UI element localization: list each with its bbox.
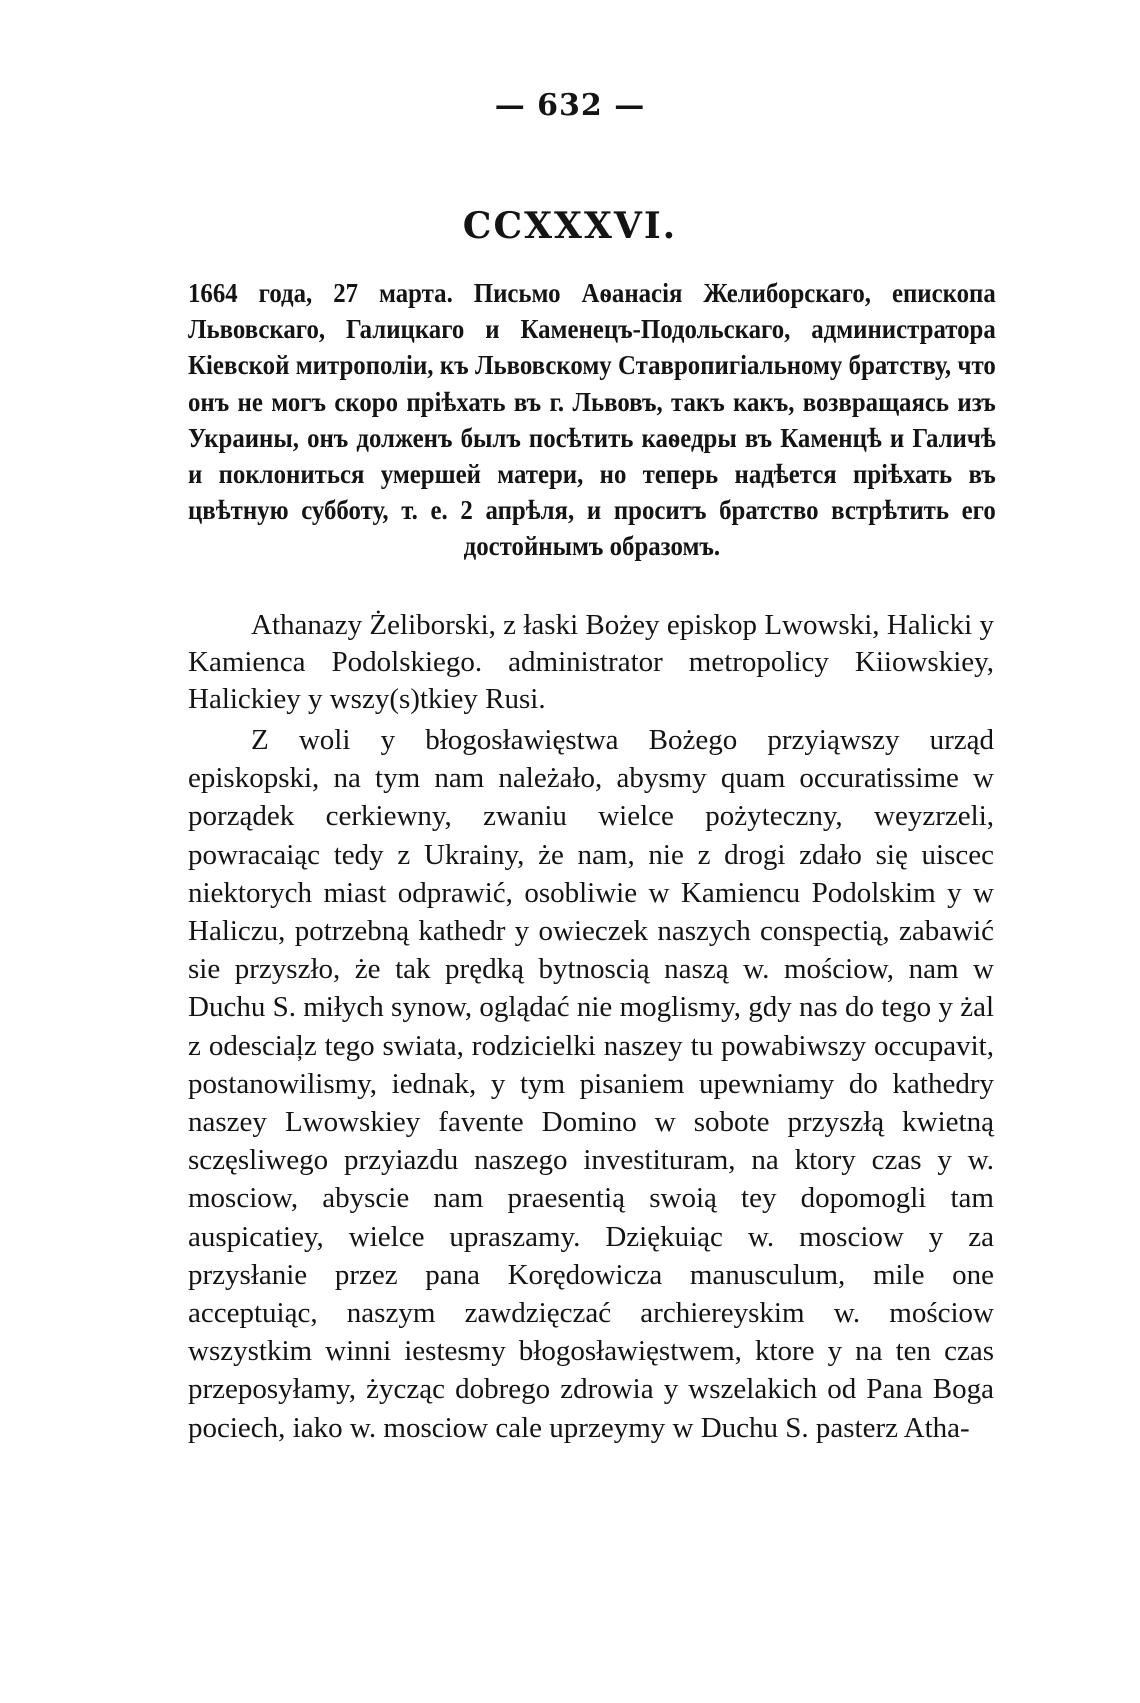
- letter-body: Z woli y błogosławięstwa Bożego przyiąwszy urząd episkopski, na tym nam należało, abysmy quam occuratissime w porządek cerkiewny, zwaniu wielce pożyteczny, weyzrzeli, powracaiąc tedy z Ukrainy, że nam, nie z drogi zdało się uiscec niektorych miast odprawić, osobliwie w Kamiencu Podolskim y w Haliczu, potrzebną kathedr y owieczek naszych conspectią, zabawić sie przyszło, że tak prędką bytnoscią naszą w. mościow, nam w Duchu S. miłych synow, oglądać nie mоglismy, gdy nas do tego y żal z odesciaļz tego swiata, rodzicielki naszey tu powabiwszy occupavit, postanowilismy, iednak, y tym pisaniem upewniamy do kathedry naszey Lwowskiey favente Domino w sobote przyszłą kwietną sczęsliwego przyiazdu naszego investituram, na ktory czas y w. mosciow, abyscie nam praesentią swoią tey dopomogli tam auspicatiey, wielce upraszamy. Dziękuiąc w. mosciow y za przysłanie przez pana Korędowicza manusculum, mile one acceptuiąc, naszym zawdzięczać archiereyskim w. mościow wszystkim winni iestesmy błogosławięstwem, ktore y na ten czas przeposyłamy, życząc dobrego zdrowia y wszelakich od Pana Boga pociech, iako w. mosciow cale uprzeymy w Duchu S. pasterz Atha-: [188, 724, 994, 1444]
- document-summary: 1664 года, 27 марта. Письмо Аѳанасія Желиборскаго, епископа Львовскаго, Галицкаго и Каменецъ-Подольскаго, администратора Кіевской митрополіи, къ Львовскому Ставропигіальному братству, что онъ не могъ скоро пріѣхать въ г. Львовъ, такъ какъ, возвращаясь изъ Украины, онъ долженъ былъ посѣтить каѳедры въ Каменцѣ и Галичѣ и поклониться умершей матери, но теперь надѣется пріѣхать въ цвѣтную субботу, т. е. 2 апрѣля, и проситъ братство встрѣтить его достойнымъ образомъ.: [188, 278, 996, 562]
- page-number: — 632 —: [494, 88, 646, 123]
- document-number: CCXXXVI.: [462, 205, 678, 247]
- letter-salutation: Athanazy Żeliborski, z łaski Bożey episkop Lwowski, Halicki y Kamienca Podolskiego. administrator metropolicy Kiiowskiey, Halickiey y wszy(s)tkiey Rusi.: [188, 609, 994, 715]
